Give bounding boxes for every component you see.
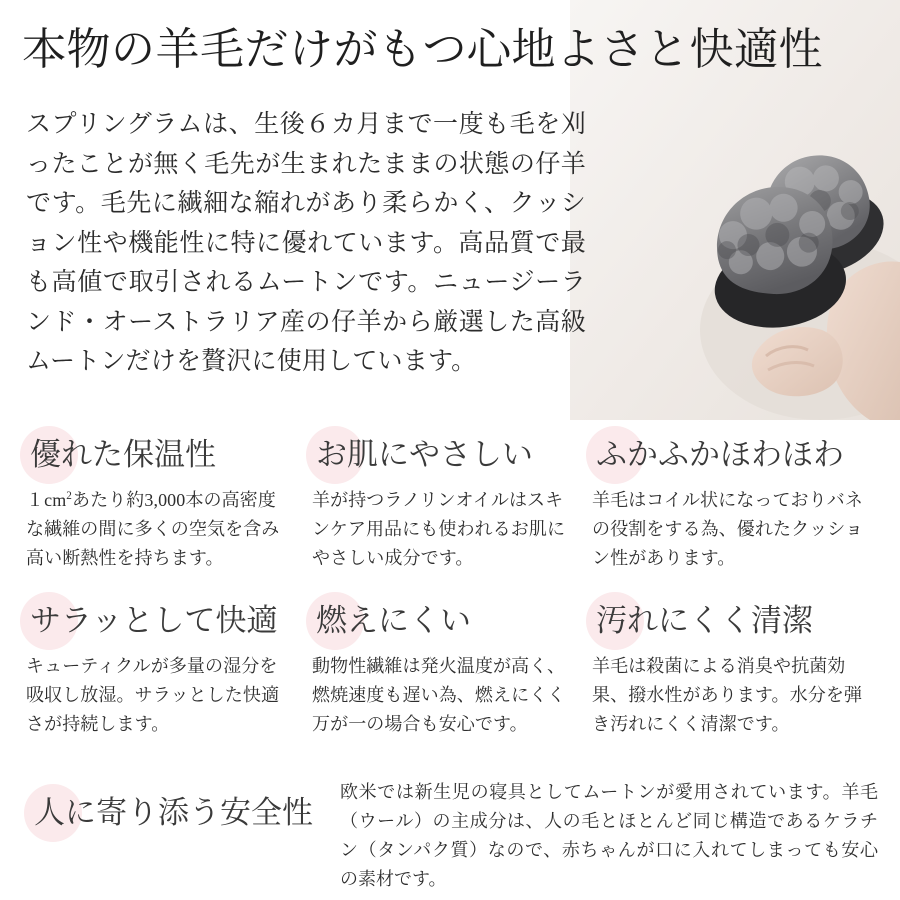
- feature-body-post: あたり約3,000本の高密度な繊維の間に多くの空気を含み高い断熱性を持ちます。: [26, 490, 280, 569]
- features-row-1: [0, 432, 900, 574]
- safety-body: 欧米では新生児の寝具としてムートンが愛用されています。羊毛（ウール）の主成分は、人の毛とほとんど同じ構造であるケラチン（タンパク質）なので、赤ちゃんが口に入れてしまっても安心の素材です。: [340, 782, 878, 890]
- feature-body: 動物性繊維は発火温度が高く、燃焼速度も遅い為、燃えにくく万が一の場合も安心です。: [312, 655, 566, 734]
- intro-paragraph: スプリングラムは、生後６カ月まで一度も毛を刈ったことが無く毛先が生まれたままの状態の仔羊です。毛先に繊細な縮れがあり柔らかく、クッション性や機能性に特に優れています。高品質で最も高値で取引されるムートンです。ニュージーランド・オーストラリア産の仔羊から厳選した高級ムートンだけを贅沢に使用しています。: [26, 111, 586, 375]
- feature-title: サラッとして快適: [26, 598, 283, 644]
- safety-title-wrap: [0, 770, 340, 895]
- feature-item-stain-resistant: [578, 598, 878, 740]
- feature-body: 羊毛は殺菌による消臭や抗菌効果、撥水性があります。水分を弾き汚れにくく清潔です。: [592, 655, 863, 734]
- safety-title: 人に寄り添う安全性: [30, 790, 319, 836]
- feature-body: 羊毛はコイル状になっておりバネの役割をする為、優れたクッション性があります。: [592, 490, 864, 569]
- page-title: 本物の羊毛だけがもつ心地よさと快適性: [22, 25, 823, 74]
- feature-body-sup: 2: [66, 490, 72, 503]
- feature-item-skin-friendly: [300, 432, 578, 574]
- features-row-2: [0, 598, 900, 740]
- feature-item-flame-resistant: [300, 598, 578, 740]
- features-grid: [0, 432, 900, 759]
- feature-body: 羊が持つラノリンオイルはスキンケア用品にも使われるお肌にやさしい成分です。: [312, 490, 566, 569]
- feature-item-fluffy: [578, 432, 878, 574]
- feature-body-pre: １cm: [26, 490, 67, 511]
- feature-title: 優れた保温性: [26, 432, 222, 478]
- feature-title: ふかふかほわほわ: [592, 432, 850, 478]
- feature-item-warmth: [0, 432, 300, 574]
- feature-body: [26, 486, 290, 573]
- safety-block: [0, 770, 900, 895]
- feature-body: キューティクルが多量の湿分を吸収し放湿。サラッとした快適さが持続します。: [26, 655, 280, 734]
- feature-title: お肌にやさしい: [312, 432, 539, 478]
- feature-item-dry-comfort: [0, 598, 300, 740]
- feature-title: 汚れにくく清潔: [592, 598, 819, 644]
- feature-title: 燃えにくい: [312, 598, 477, 644]
